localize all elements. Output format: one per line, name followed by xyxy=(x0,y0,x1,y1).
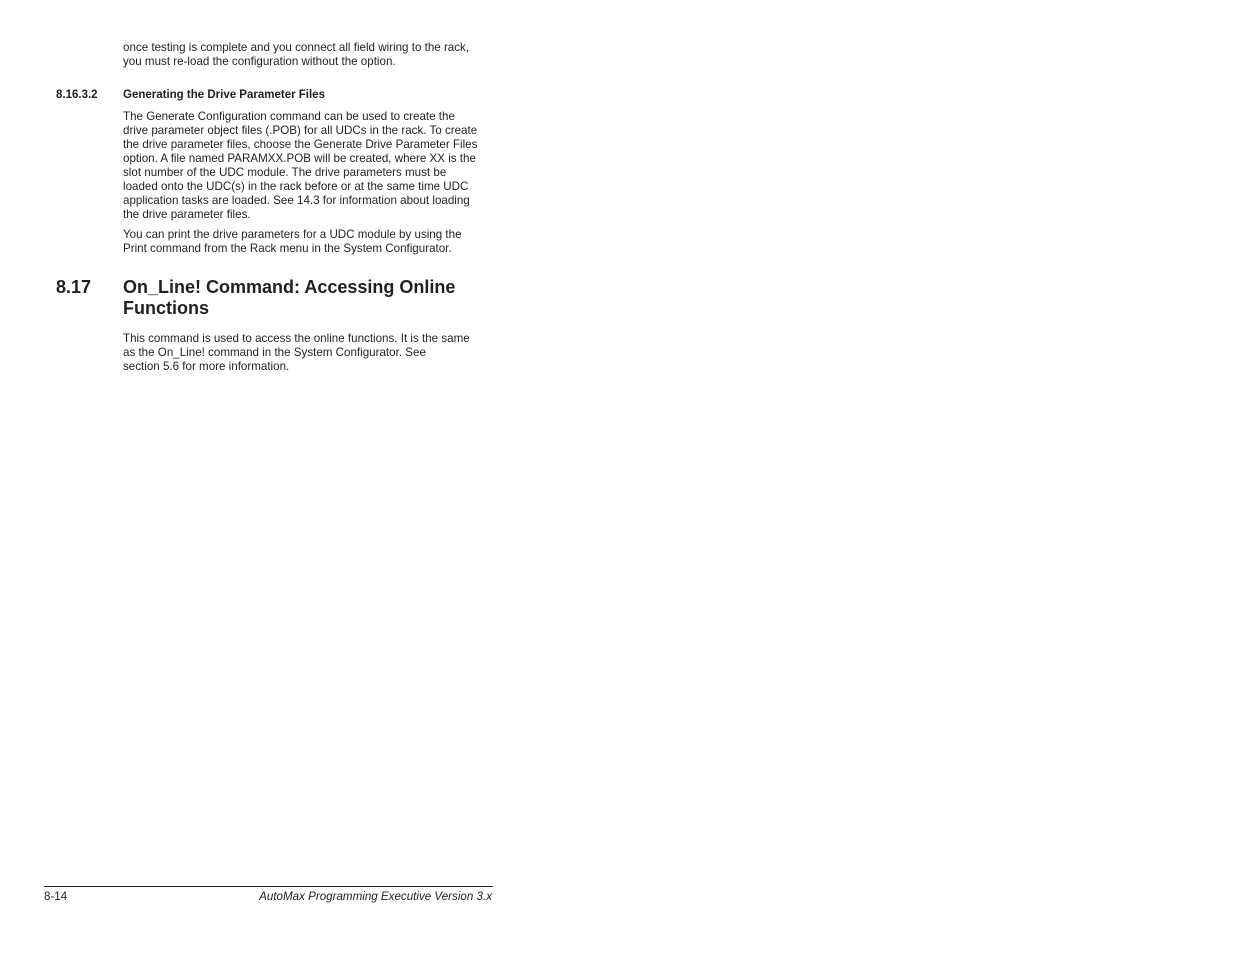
intro-paragraph: once testing is complete and you connect all field wiring to the rack, you must re-load the configuration without the option. xyxy=(123,41,470,68)
print-paragraph: You can print the drive parameters for a UDC module by using the Print command from the Rack menu in the System Configurator. xyxy=(123,228,462,255)
section-title: On_Line! Command: Accessing Online Functions xyxy=(123,277,456,318)
online-paragraph: This command is used to access the online functions. It is the same as the On_Line! command in the System Configurator. See section 5.6 for more information. xyxy=(123,332,470,373)
generate-paragraph: The Generate Configuration command can be used to create the drive parameter object files (.POB) for all UDCs in the rack. To create the drive parameter files, choose the Generate Drive Parameter Files option. A file named PARAMXX.POB will be created, where XX is the slot number of the UDC module. The drive parameters must be loaded onto the UDC(s) in the rack before or at the same time UDC application tasks are loaded. See 14.3 for information about loading the drive parameter files. xyxy=(123,110,478,221)
footer-divider xyxy=(44,886,493,887)
subsection-number: 8.16.3.2 xyxy=(56,89,98,101)
footer-document-title: AutoMax Programming Executive Version 3.x xyxy=(259,890,492,903)
section-number: 8.17 xyxy=(56,277,92,297)
footer-page-number: 8-14 xyxy=(44,890,68,903)
subsection-title: Generating the Drive Parameter Files xyxy=(123,89,325,101)
